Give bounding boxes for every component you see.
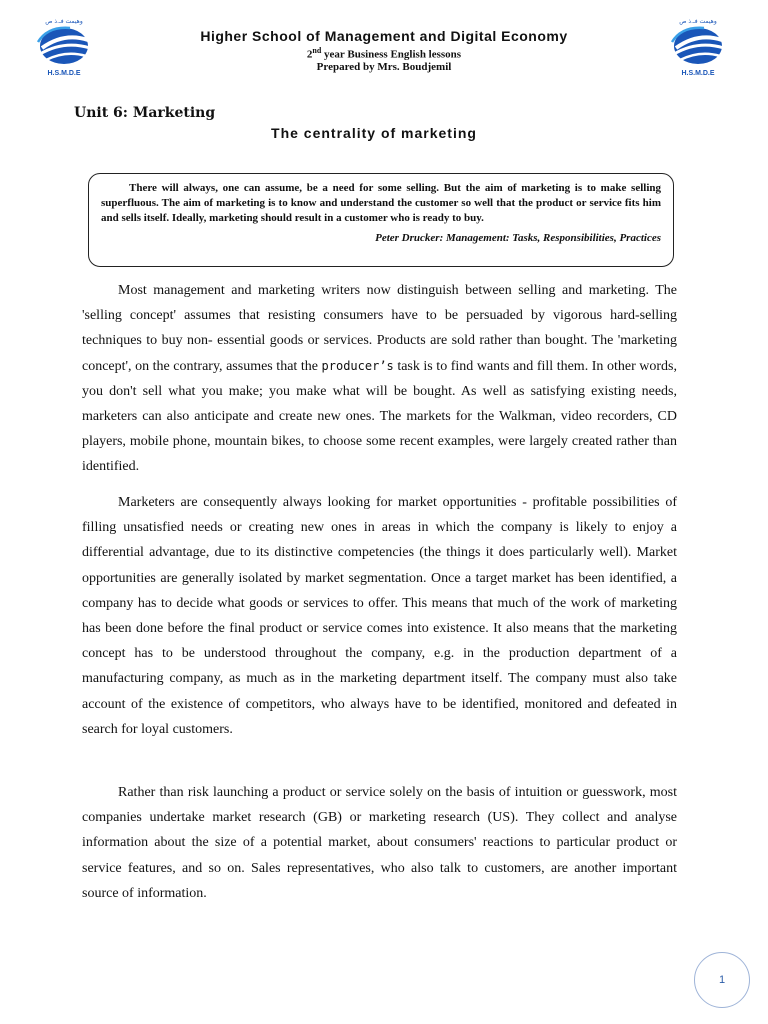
year-suffix: nd xyxy=(312,46,322,55)
paragraph-1-end: task is to find wants and fill them. In other words, you don't sell what you make; you make what will be bought. As well as satisfying existing needs, marketers can also anticipate and create new ones. The markets for the Walkman, video recorders, CD players, mobile phone, mountain bikes, to choose some recent examples, were largely created rather than identified. xyxy=(82,358,677,475)
page-number: 1 xyxy=(694,952,750,1008)
school-name: Higher School of Management and Digital Economy xyxy=(200,28,568,44)
paragraph-1 xyxy=(82,278,677,480)
quote-citation: Peter Drucker: Management: Tasks, Responsibilities, Practices xyxy=(375,232,661,244)
quote-box xyxy=(88,173,674,267)
year-number: 2 xyxy=(306,48,313,61)
logo-caption-right: H.S.M.D.E xyxy=(681,70,715,77)
logo-arabic-text-right: وهيمت فـ.ذ ص xyxy=(679,18,717,25)
paragraph-1-start: Most management and marketing writers now distinguish between selling and marketing. The 'selling concept' assumes that resisting consumers have to be persuaded by vigorous hard-selling techniques to buy non- essential goods or services. Products are sold rather than bought. The 'marketing concept', on the contrary, assumes that the xyxy=(82,283,677,374)
logo-caption-left: H.S.M.D.E xyxy=(47,70,81,77)
quote-text: There will always, one can assume, be a need for some selling. But the aim of marketing is to make selling superfluous. The aim of marketing is to know and understand the customer so well that the product or service fits him and sells itself. Ideally, marketing should result in a customer who is ready to buy. xyxy=(101,182,661,224)
logo-arabic-text-left: وهيمت فـ.ذ ص xyxy=(45,18,83,25)
paragraph-1-mono-word: producer’s xyxy=(321,358,394,373)
course-name: year Business English lessons xyxy=(321,48,462,61)
prepared-by: Prepared by Mrs. Boudjemil xyxy=(316,61,452,73)
page-title: The centrality of marketing xyxy=(271,125,477,141)
paragraph-3: Rather than risk launching a product or service solely on the basis of intuition or guesswork, most companies undertake market research (GB) or marketing research (US). They collect and analyse information about the size of a potential market, about consumers' reactions to particular product or service features, and so on. Sales representatives, who also talk to customers, are another important source of information. xyxy=(82,785,677,901)
paragraph-2: Marketers are consequently always looking for market opportunities - profitable possibilities of filling unsatisfied needs or creating new ones in areas in which the company is likely to enjoy a differential advantage, due to its distinctive competencies (the things it does particularly well). Market opportunities are generally isolated by market segmentation. Once a target market has been identified, a company has to decide what goods or services to offer. This means that much of the work of marketing has been done before the final product or service comes into existence. It also means that the marketing concept has to be understood throughout the company, e.g. in the production department of a manufacturing company, as much as in the marketing department itself. The company must also take account of the existence of competitors, who always have to be identified, monitored and defeated in search for loyal customers. xyxy=(82,495,677,737)
course-line xyxy=(0,46,768,61)
unit-heading: Unit 6: Marketing xyxy=(74,105,216,121)
